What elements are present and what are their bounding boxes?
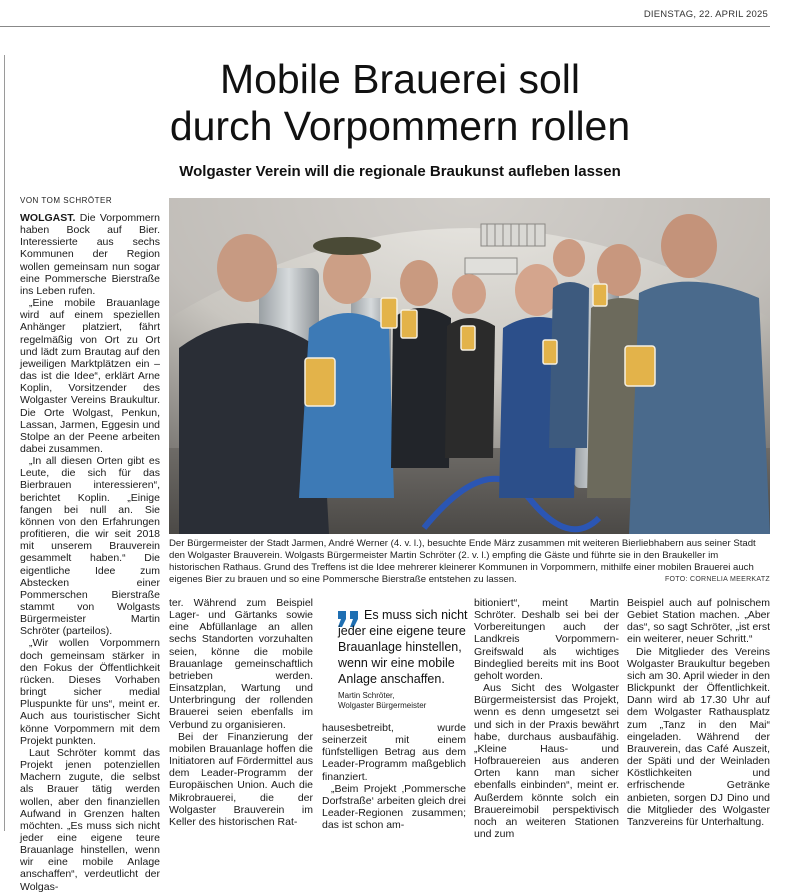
- paragraph: bitioniert“, meint Martin Schröter. Deshalb sei bei der Vorbereitungen auch der Landkreis Vorpommern-Greifswald als wichtiges Bindeglied bereits mit ins Boot geholt worden.: [474, 597, 619, 682]
- article-column-2: [169, 597, 313, 828]
- dateline: WOLGAST.: [20, 212, 76, 224]
- paragraph: „Beim Projekt ‚Pommersche Dorfstraße‘ arbeiten gleich drei Leader-Regionen zusammen; das ist schon am-: [322, 782, 466, 832]
- paragraph: „Wir wollen Vorpommern doch gemeinsam stärker in den Fokus der Öffentlichkeit rücken. Dieses Vorhaben bringt sicher medial Pluspunkte für uns“, meint er. Auch aus touristischer Sicht könne Vorpommern mit dem Projekt punkten.: [20, 637, 160, 747]
- paragraph: Aus Sicht des Wolgaster Bürgermeistersist das Projekt, wenn es denn umgesetzt sei und sich in der Praxis bewährt habe, durchaus ausbaufähig. „Kleine Haus- und Hofbrauereien aus anderen Orten kann man sicher ebenfalls einbinden“, meint er. Außerdem könnte solch ein Brauereimobil perspektivisch noch an weiteren Stationen und zum: [474, 682, 619, 840]
- paragraph: „Eine mobile Brauanlage wird auf einem speziellen Anhänger platziert, fährt regelmäßig von Ort zu Ort und lädt zum Brautag auf den jeweiligen Marktplätzen ein – das ist die Idee“, erklärt Arne Koplin, Vorsitzender des Wolgaster Vereins Braukultur. Die Orte Wolgast, Penkun, Lassan, Jarmen, Eggesin und Stolpe an der Peene arbeiten dabei zusammen.: [20, 297, 160, 455]
- article-photo: [169, 198, 770, 534]
- article-column-4: [474, 597, 619, 840]
- paragraph: Beispiel auch auf polnischem Gebiet Station machen. „Aber das“, so sagt Schröter, „ist erst ein weiterer, neuer Schritt.“: [627, 597, 770, 646]
- header-rule: [0, 26, 770, 27]
- page-fold-line: [4, 55, 5, 831]
- article-column-1: [20, 212, 160, 893]
- pull-quote-author: [338, 691, 426, 711]
- paragraph: ter. Während zum Beispiel Lager- und Gärtanks sowie eine Abfüllanlage an allen sechs Standorten vorzuhalten seien, könne die mobile Brauanlage gemeinschaftlich betrieben werden. Einsatzplan, Wartung und Unterbringung der rollenden Brauerei seien ebenfalls im Verbund zu organisieren.: [169, 597, 313, 731]
- group-photo-illustration: [169, 198, 770, 534]
- pull-quote-author-name: Martin Schröter,: [338, 691, 395, 700]
- paragraph: [20, 212, 160, 297]
- photo-caption: Der Bürgermeister der Stadt Jarmen, André Werner (4. v. l.), besuchte Ende März zusammen mit weiteren Bierliebhabern aus seiner Stadt den Wolgaster Brauverein. Wolgasts Bürgermeister Martin Schröter (2. v. l.) empfing die Gäste und führte sie in den Braukeller im historischen Rathaus. Grund des Treffens ist die Idee mehrerer kleinerer Kommunen in Vorpommern, mithilfe einer mobilen Brauerei auch eigenes Bier zu brauen und so eine Pommersche Bierstraße entstehen zu lassen.: [169, 538, 756, 585]
- page-date: DIENSTAG, 22. APRIL 2025: [643, 9, 768, 20]
- article-subheadline: Wolgaster Verein will die regionale Braukunst aufleben lassen: [179, 163, 621, 180]
- paragraph: Bei der Finanzierung der mobilen Brauanlage hoffen die Initiatoren auf Fördermittel aus dem Leader-Programm der Europäischen Union. Auch die Mikrobrauerei, die der Wolgaster Brauverein im Keller des historischen Rat-: [169, 730, 313, 828]
- paragraph: Laut Schröter kommt das Projekt jenen potenziellen Machern zugute, die selbst als Brauer tätig werden wollen, aber den finanziellen Aufwand in Grenzen halten möchten. „Es muss sich nicht jeder eine eigene teure Brauanlage hinstellen, wenn wir eine mobile Anlage anschaffen“, verdeutlicht der Wolgas-: [20, 746, 160, 893]
- article-column-3: [322, 722, 466, 831]
- paragraph-text: Die Vorpommern haben Bock auf Bier. Interessierte aus sechs Kommunen der Region wollen gemeinsam nun sogar eine Pommersche Bierstraße ins Leben rufen.: [20, 212, 160, 297]
- article-byline: VON TOM SCHRÖTER: [20, 196, 113, 205]
- article-headline: [30, 56, 770, 150]
- paragraph: Die Mitglieder des Vereins Wolgaster Braukultur begeben sich am 30. April wieder in den Blickpunkt der Öffentlichkeit. Dann wird ab 17.30 Uhr auf dem Wolgaster Rathausplatz zum „Tanz in den Mai“ eingeladen. Während der Brauverein, das Café Auszeit, der Späti und der Weinladen Köstlichkeiten und erfrischende Getränke anbieten, sorgen DJ Dino und die Mitglieder des Wolgaster Tanzvereins für Unterhaltung.: [627, 645, 770, 828]
- paragraph: „In all diesen Orten gibt es Leute, die sich für das Bierbrauen interessieren“, berichtet Koplin. „Einige fangen bei null an. Sie können von den Erfahrungen profitieren, die wir seit 2018 mit unserem Brauverein gesammelt haben.“ Die eigentliche Idee zum Abstecken einer Pommerschen Bierstraße stammt von Wolgasts Bürgermeister Martin Schröter (parteilos).: [20, 455, 160, 638]
- pull-quote-text: Es muss sich nicht jeder eine eigene teure Brauanlage hinstellen, wenn wir eine mobile Anlage anschaffen.: [338, 608, 468, 686]
- headline-line-1: Mobile Brauerei soll: [219, 56, 581, 102]
- pull-quote-author-role: Wolgaster Bürgermeister: [338, 701, 427, 710]
- headline-line-2: durch Vorpommern rollen: [169, 103, 631, 149]
- photo-credit: FOTO: CORNELIA MEERKATZ: [664, 576, 770, 583]
- paragraph: hausesbetreibt, wurde seinerzeit mit einem fünfstelligen Betrag aus dem Leader-Programm maßgeblich finanziert.: [322, 722, 466, 783]
- article-column-5: [627, 597, 770, 828]
